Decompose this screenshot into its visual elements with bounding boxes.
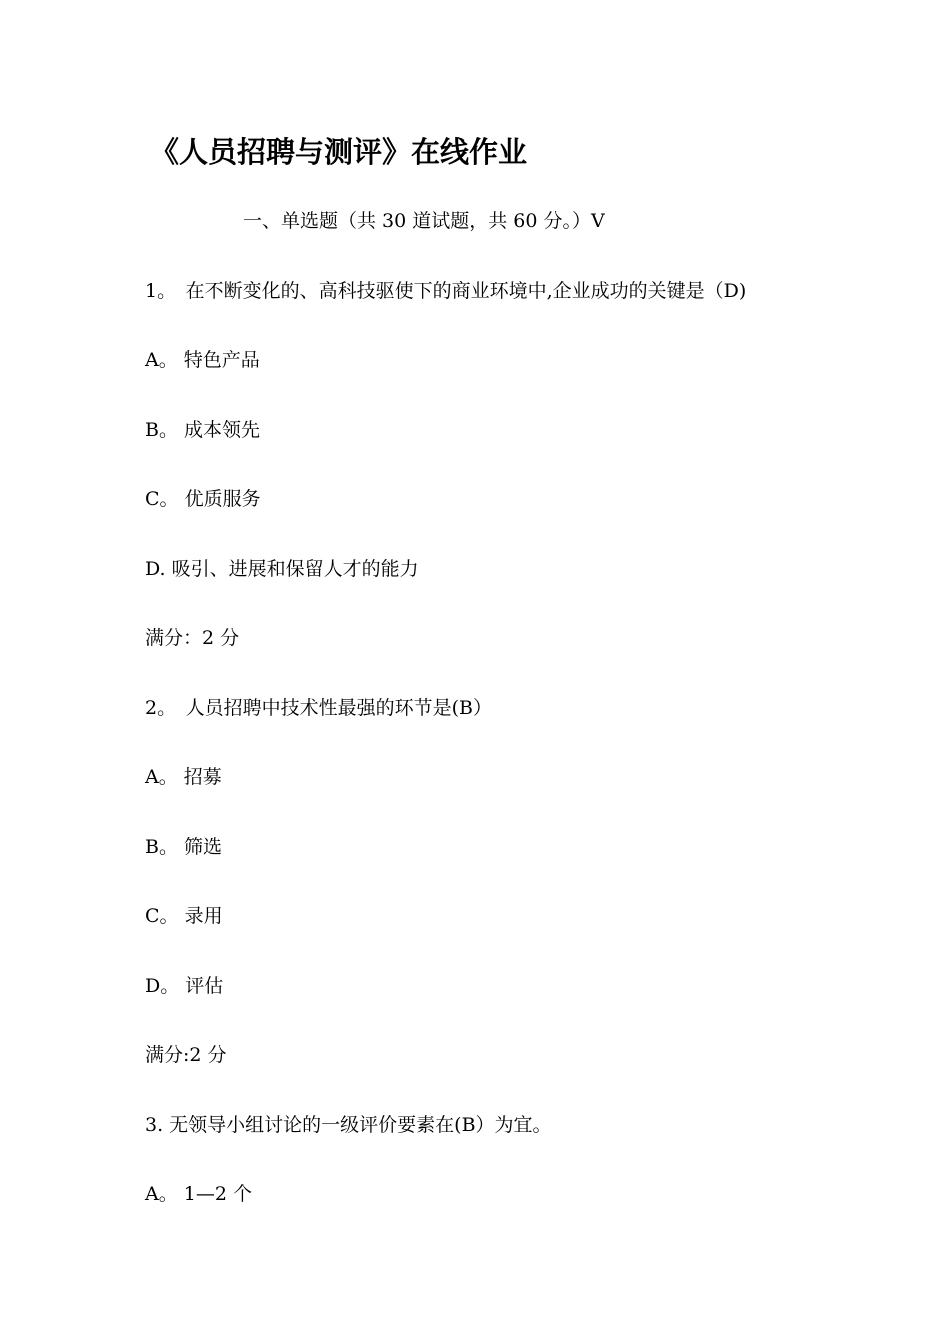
question-2-option-d: D。 评估 (145, 975, 224, 997)
question-2-option-b: B。 筛选 (145, 836, 223, 858)
question-2-stem: 2。 人员招聘中技术性最强的环节是(B） (145, 697, 492, 719)
question-2-option-c: C。 录用 (145, 905, 223, 927)
document-title: 《人员招聘与测评》在线作业 (150, 135, 528, 169)
question-2-score: 满分:2 分 (145, 1044, 227, 1066)
question-1-option-d: D. 吸引、进展和保留人才的能力 (145, 558, 419, 580)
question-2-option-a: A。 招募 (145, 766, 222, 788)
question-1-option-c: C。 优质服务 (145, 488, 261, 510)
section-heading: 一、单选题（共 30 道试题，共 60 分。）V (243, 210, 605, 232)
question-1-stem: 1。 在不断变化的、高科技驱使下的商业环境中,企业成功的关键是（D) (145, 280, 747, 302)
question-3-stem: 3. 无领导小组讨论的一级评价要素在(B）为宜。 (145, 1114, 552, 1136)
question-3-option-a: A。 1—2 个 (145, 1183, 252, 1205)
question-1-option-b: B。 成本领先 (145, 419, 261, 441)
question-1-option-a: A。 特色产品 (145, 349, 260, 371)
question-1-score: 满分：2 分 (145, 627, 240, 649)
